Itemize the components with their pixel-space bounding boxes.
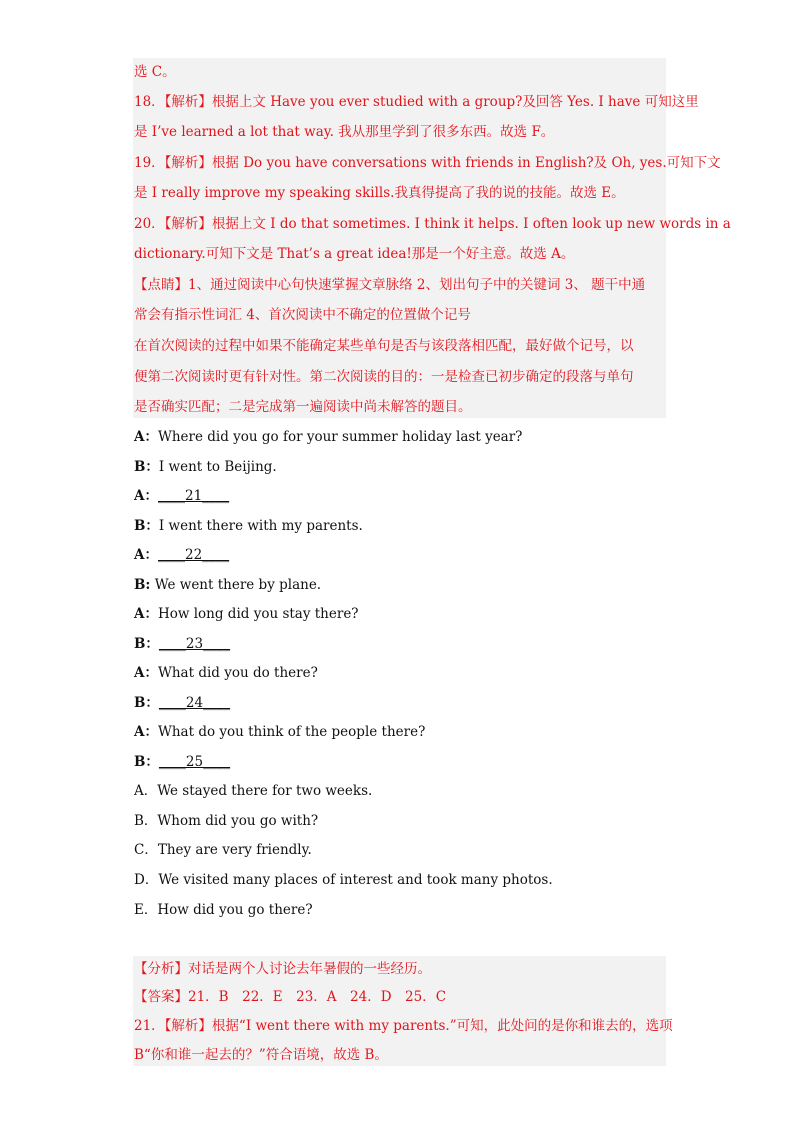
analysis-line: 是否确实匹配；二是完成第一遍阅读中尚未解答的题目。: [134, 399, 472, 415]
dialogue-text: I went to Beijing.: [158, 459, 277, 475]
analysis-line: B“你和谁一起去的？”符合语境，故选 B。: [134, 1047, 388, 1063]
answer-blank: ____22____: [157, 547, 230, 563]
analysis-line: 20．【解析】根据上文 I do that sometimes. I think it helps. I often look up new words in a: [134, 216, 731, 232]
speaker-label: A：: [134, 724, 158, 740]
dialogue-line: [134, 576, 321, 594]
option-d: D．We visited many places of interest and took many photos.: [134, 872, 553, 888]
analysis-line: 【点睛】1、通过阅读中心句快速掌握文章脉络 2、划出句子中的关键词 3、 题干中通: [134, 277, 646, 293]
analysis-line: 选 C。: [134, 64, 176, 80]
speaker-label: B：: [134, 754, 159, 770]
speaker-label: A：: [134, 488, 158, 504]
dialogue-text: Where did you go for your summer holiday last year?: [157, 429, 523, 445]
speaker-label: A：: [134, 665, 158, 681]
analysis-summary: 【分析】对话是两个人讨论去年暑假的一些经历。: [134, 961, 431, 977]
speaker-label: A：: [134, 547, 158, 563]
answer-key: 【答案】21．B 22．E 23．A 24．D 25．C: [134, 989, 447, 1005]
dialogue-line: [134, 753, 230, 771]
speaker-label: B：: [134, 636, 159, 652]
option-e: E．How did you go there?: [134, 902, 313, 918]
answer-blank: ____24____: [158, 695, 231, 711]
answer-blank: ____25____: [158, 754, 231, 770]
dialogue-line: [134, 517, 363, 535]
speaker-label: A：: [134, 429, 158, 445]
dialogue-text: I went there with my parents.: [158, 518, 363, 534]
option-b: B．Whom did you go with?: [134, 813, 319, 829]
speaker-label: A：: [134, 606, 158, 622]
dialogue-line: [134, 694, 230, 712]
dialogue-line: [134, 487, 229, 505]
dialogue-line: [134, 428, 522, 446]
analysis-line: dictionary.可知下文是 That’s a great idea!那是一个好主意。故选 A。: [134, 246, 575, 262]
speaker-label: B:: [134, 577, 151, 593]
dialogue-text: What did you do there?: [157, 665, 318, 681]
analysis-line: 在首次阅读的过程中如果不能确定某些单句是否与该段落相匹配，最好做个记号，以: [134, 338, 634, 354]
analysis-line: 是 I really improve my speaking skills.我真得提高了我的说的技能。故选 E。: [134, 185, 625, 201]
dialogue-line: [134, 635, 230, 653]
analysis-line: 常会有指示性词汇 4、首次阅读中不确定的位置做个记号: [134, 307, 471, 323]
dialogue-text: How long did you stay there?: [157, 606, 359, 622]
dialogue-line: [134, 605, 359, 623]
dialogue-line: [134, 664, 318, 682]
answer-blank: ____23____: [158, 636, 231, 652]
analysis-line: 是 I’ve learned a lot that way. 我从那里学到了很多东西。故选 F。: [134, 124, 555, 140]
option-a: A．We stayed there for two weeks.: [134, 783, 373, 799]
option-c: C．They are very friendly.: [134, 842, 312, 858]
analysis-line: 19．【解析】根据 Do you have conversations with friends in English?及 Oh, yes.可知下文: [134, 155, 721, 171]
analysis-shade-top: [133, 58, 666, 418]
dialogue-text: We went there by plane.: [154, 577, 322, 593]
speaker-label: B：: [134, 459, 159, 475]
analysis-line: 18．【解析】根据上文 Have you ever studied with a group?及回答 Yes. I have 可知这里: [134, 94, 699, 110]
speaker-label: B：: [134, 518, 159, 534]
dialogue-line: [134, 723, 425, 741]
speaker-label: B：: [134, 695, 159, 711]
answer-blank: ____21____: [157, 488, 230, 504]
analysis-line: 便第二次阅读时更有针对性。第二次阅读的目的：一是检查已初步确定的段落与单句: [134, 369, 634, 385]
dialogue-line: [134, 458, 277, 476]
dialogue-line: [134, 546, 229, 564]
dialogue-text: What do you think of the people there?: [157, 724, 426, 740]
analysis-line: 21．【解析】根据“I went there with my parents.”可知，此处问的是你和谁去的，选项: [134, 1018, 673, 1034]
